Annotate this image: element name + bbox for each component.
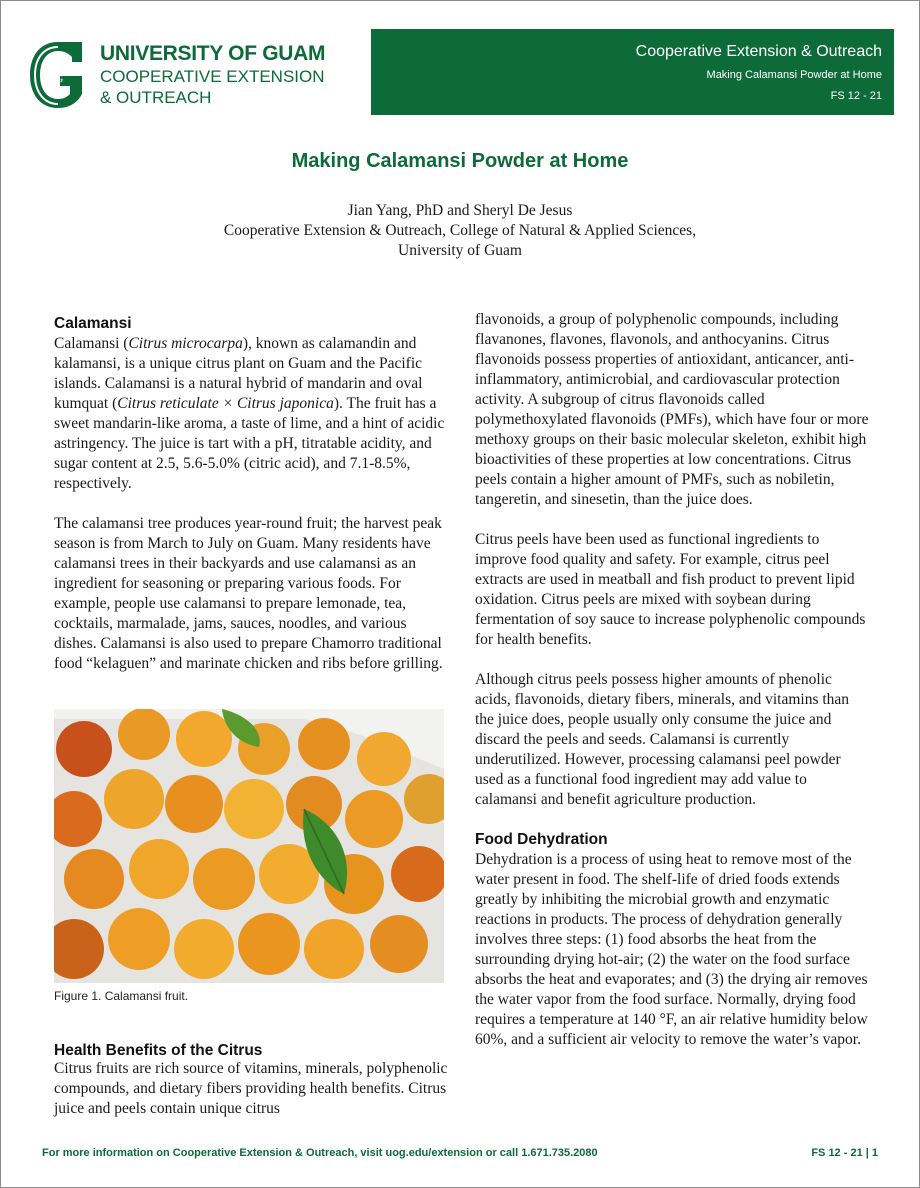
text-run: ), known as calamandin and kalamansi, is a unique citrus plant on Guam and the Pacific islands. Calamansi is a natural hybrid of mandarin and oval kumquat ( [54,335,423,412]
section-heading-dehydration: Food Dehydration [475,831,608,848]
banner-code: FS 12 - 21 [830,90,882,102]
paragraph-peels: Citrus peels have been used as functional ingredients to improve food quality and safety. For example, citrus peel extracts are used in meatball and fish product to prevent lipid oxidation. Citrus peels are mixed with soybean during fermentation of soy sauce to increase polyphenolic compounds for health benefits. [475,531,866,648]
authors: Jian Yang, PhD and Sheryl De Jesus [347,202,573,219]
org-line-university: UNIVERSITY OF GUAM [100,42,326,65]
text-run: Calamansi ( [54,335,129,352]
banner-subtitle: Making Calamansi Powder at Home [706,69,882,81]
byline [0,201,920,261]
column-left [54,314,449,674]
org-line-outreach: & OUTREACH [100,88,212,107]
section-heading-health: Health Benefits of the Citrus [54,1042,263,1059]
column-left-bottom [54,1059,449,1119]
paragraph-health-1: Citrus fruits are rich source of vitamins, minerals, polyphenolic compounds, and dietary fibers providing health benefits. Citrus juice and peels contain unique citrus [54,1060,448,1117]
university-logo [26,38,90,112]
column-right [475,310,870,1050]
page-title: Making Calamansi Powder at Home [291,150,629,172]
calamansi-fruit-photo [54,709,444,983]
text-run: ). The fruit has a sweet mandarin-like aroma, a taste of lime, and a hint of acidic astringency. The juice is tart with a pH, titratable acidity, and sugar content at 2.5, 5.6-5.0% (citric acid), and 7.1-8.5%, respectively. [54,395,445,492]
paragraph-underutilized: Although citrus peels possess higher amounts of phenolic acids, flavonoids, dietary fibers, minerals, and vitamins than the juice does, people usually only consume the juice and discard the peels and seeds. Calamansi is currently underutilized. However, processing calamansi peel powder used as a functional food ingredient may add value to calamansi and benefit agriculture production. [475,671,850,808]
paragraph-calamansi-1 [54,334,449,494]
org-line-extension: COOPERATIVE EXTENSION [100,67,325,86]
footer-page-number: FS 12 - 21 | 1 [811,1147,878,1159]
paragraph-dehydration: Dehydration is a process of using heat to remove most of the water present in food. The shelf-life of dried foods extends greatly by inhibiting the microbial growth and enzymatic reactions in products. The process of dehydration generally involves three steps: (1) food absorbs the heat from the surrounding drying hot-air; (2) the water on the food surface absorbs the heat and evaporates; and (3) the drying air removes the water vapor from the food surface. Normally, drying food requires a temperature at 140 °F, an air relative humidity below 60%, and a sufficient air velocity to remove the water’s vapor. [475,851,868,1048]
svg-text:G: G [56,74,64,85]
affiliation-line-1: Cooperative Extension & Outreach, College of Natural & Applied Sciences, [223,222,697,239]
fruit-illustration [54,709,444,983]
figure-caption: Figure 1. Calamansi fruit. [54,989,189,1003]
paragraph-flavonoids: flavonoids, a group of polyphenolic compounds, including flavanones, flavones, flavonols, and anthocyanins. Citrus flavonoids possess properties of antioxidant, anticancer, anti-inflammatory, antimicrobial, and cardiovascular protection activity. A subgroup of citrus flavonoids called polymethoxylated flavonoids (PMFs), which have four or more methoxy groups on their basic molecular skeleton, exhibit high bioactivities of these properties at low concentrations. Citrus peels contain a higher amount of PMFs, such as nobiletin, tangeretin, and sinesetin, than the juice does. [475,311,869,508]
header-banner [371,29,894,115]
scientific-name: Citrus reticulate × Citrus japonica [117,395,334,412]
footer-info: For more information on Cooperative Extension & Outreach, visit uog.edu/extension or call 1.671.735.2080 [42,1147,598,1159]
section-heading-calamansi: Calamansi [54,315,132,332]
organization-name [100,42,325,108]
paragraph-calamansi-2: The calamansi tree produces year-round fruit; the harvest peak season is from March to July on Guam. Many residents have calamansi trees in their backyards and use calamansi as an ingredient for seasoning or preparing various foods. For example, people use calamansi to prepare lemonade, tea, cocktails, marmalade, jams, sauces, noodles, and various dishes. Calamansi is also used to prepare Chamorro traditional food “kelaguen” and marinate chicken and ribs before grilling. [54,515,443,672]
banner-title: Cooperative Extension & Outreach [635,43,882,60]
scientific-name: Citrus microcarpa [128,335,243,352]
affiliation-line-2: University of Guam [398,242,522,259]
